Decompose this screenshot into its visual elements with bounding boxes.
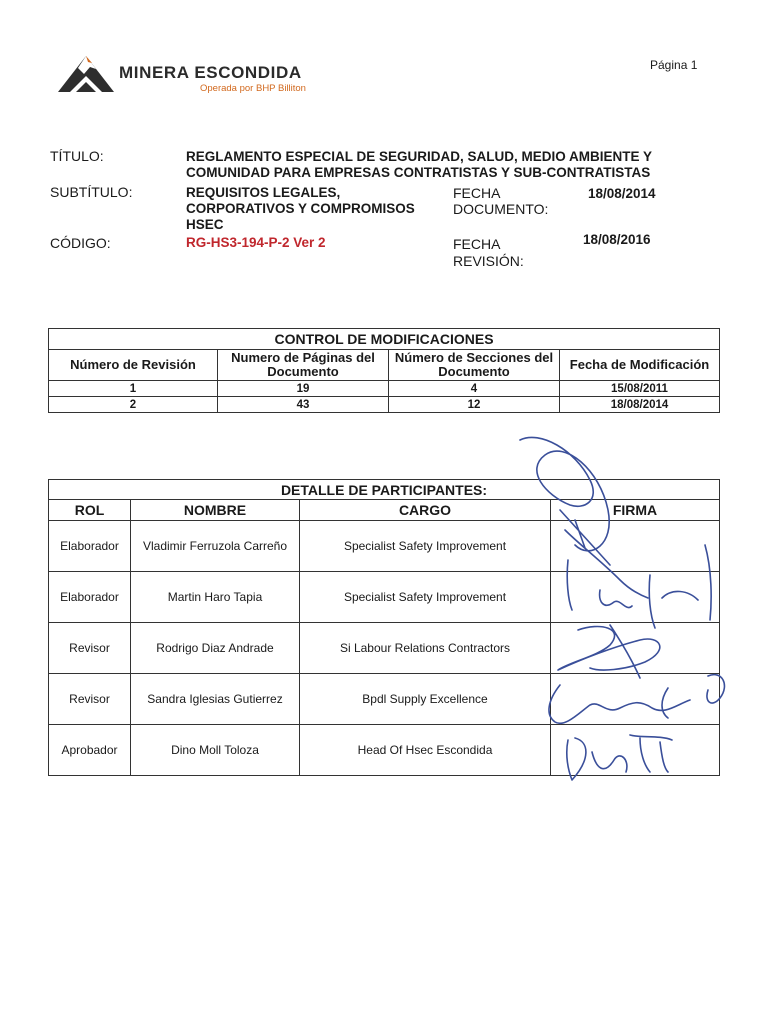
control-table-title: CONTROL DE MODIFICACIONES <box>49 329 720 350</box>
control-modificaciones-table <box>48 328 720 413</box>
codigo-label: CÓDIGO: <box>50 235 111 251</box>
firma-cell <box>551 725 720 776</box>
table-row <box>49 725 720 776</box>
col-header-nombre: NOMBRE <box>131 500 300 521</box>
revision-cell: 1 <box>49 381 218 397</box>
company-subtitle: Operada por BHP Billiton <box>200 83 306 94</box>
rol-cell: Elaborador <box>49 521 131 572</box>
titulo-line-1: REGLAMENTO ESPECIAL DE SEGURIDAD, SALUD, MEDIO AMBIENTE Y <box>186 149 653 164</box>
rol-cell: Aprobador <box>49 725 131 776</box>
firma-cell <box>551 521 720 572</box>
fecha-revision-label-2: REVISIÓN: <box>453 253 524 269</box>
rol-cell: Revisor <box>49 623 131 674</box>
secciones-cell: 12 <box>389 397 560 413</box>
company-logo <box>56 52 326 98</box>
secciones-cell: 4 <box>389 381 560 397</box>
fecha-documento-label-1: FECHA <box>453 185 501 201</box>
company-name: MINERA ESCONDIDA <box>119 63 302 82</box>
fecha-revision-value: 18/08/2016 <box>583 232 651 247</box>
subtitulo-line-1: REQUISITOS LEGALES, <box>186 185 341 200</box>
paginas-cell: 43 <box>218 397 389 413</box>
fecha-cell: 15/08/2011 <box>560 381 720 397</box>
nombre-cell: Sandra Iglesias Gutierrez <box>131 674 300 725</box>
col-header-firma: FIRMA <box>551 500 720 521</box>
page-number: Página 1 <box>650 58 698 72</box>
paginas-cell: 19 <box>218 381 389 397</box>
rol-cell: Elaborador <box>49 572 131 623</box>
fecha-documento-value: 18/08/2014 <box>588 186 656 201</box>
nombre-cell: Dino Moll Toloza <box>131 725 300 776</box>
cargo-cell: Specialist Safety Improvement <box>300 572 551 623</box>
firma-cell <box>551 674 720 725</box>
nombre-cell: Vladimir Ferruzola Carreño <box>131 521 300 572</box>
firma-cell <box>551 572 720 623</box>
subtitulo-line-3: HSEC <box>186 217 224 232</box>
participantes-table-title: DETALLE DE PARTICIPANTES: <box>49 480 720 500</box>
table-row <box>49 381 720 397</box>
fecha-cell: 18/08/2014 <box>560 397 720 413</box>
mountain-logo-icon <box>56 52 116 94</box>
cargo-cell: Specialist Safety Improvement <box>300 521 551 572</box>
subtitulo-label: SUBTÍTULO: <box>50 184 133 200</box>
subtitulo-line-2: CORPORATIVOS Y COMPROMISOS <box>186 201 415 216</box>
col-header-rol: ROL <box>49 500 131 521</box>
col-header-secciones: Número de Secciones del Documento <box>389 350 560 381</box>
revision-cell: 2 <box>49 397 218 413</box>
table-row <box>49 521 720 572</box>
table-row <box>49 674 720 725</box>
fecha-revision-label-1: FECHA <box>453 236 501 252</box>
titulo-line-2: COMUNIDAD PARA EMPRESAS CONTRATISTAS Y SUB-CONTRATISTAS <box>186 165 651 180</box>
col-header-revision: Número de Revisión <box>49 350 218 381</box>
cargo-cell: Head Of Hsec Escondida <box>300 725 551 776</box>
participantes-table <box>48 479 720 776</box>
table-row <box>49 623 720 674</box>
titulo-label: TÍTULO: <box>50 148 104 164</box>
nombre-cell: Martin Haro Tapia <box>131 572 300 623</box>
rol-cell: Revisor <box>49 674 131 725</box>
fecha-documento-label-2: DOCUMENTO: <box>453 201 549 217</box>
cargo-cell: Si Labour Relations Contractors <box>300 623 551 674</box>
nombre-cell: Rodrigo Diaz Andrade <box>131 623 300 674</box>
table-row <box>49 572 720 623</box>
firma-cell <box>551 623 720 674</box>
cargo-cell: Bpdl Supply Excellence <box>300 674 551 725</box>
codigo-value: RG-HS3-194-P-2 Ver 2 <box>186 235 326 250</box>
col-header-fecha: Fecha de Modificación <box>560 350 720 381</box>
col-header-paginas: Numero de Páginas del Documento <box>218 350 389 381</box>
table-row <box>49 397 720 413</box>
col-header-cargo: CARGO <box>300 500 551 521</box>
